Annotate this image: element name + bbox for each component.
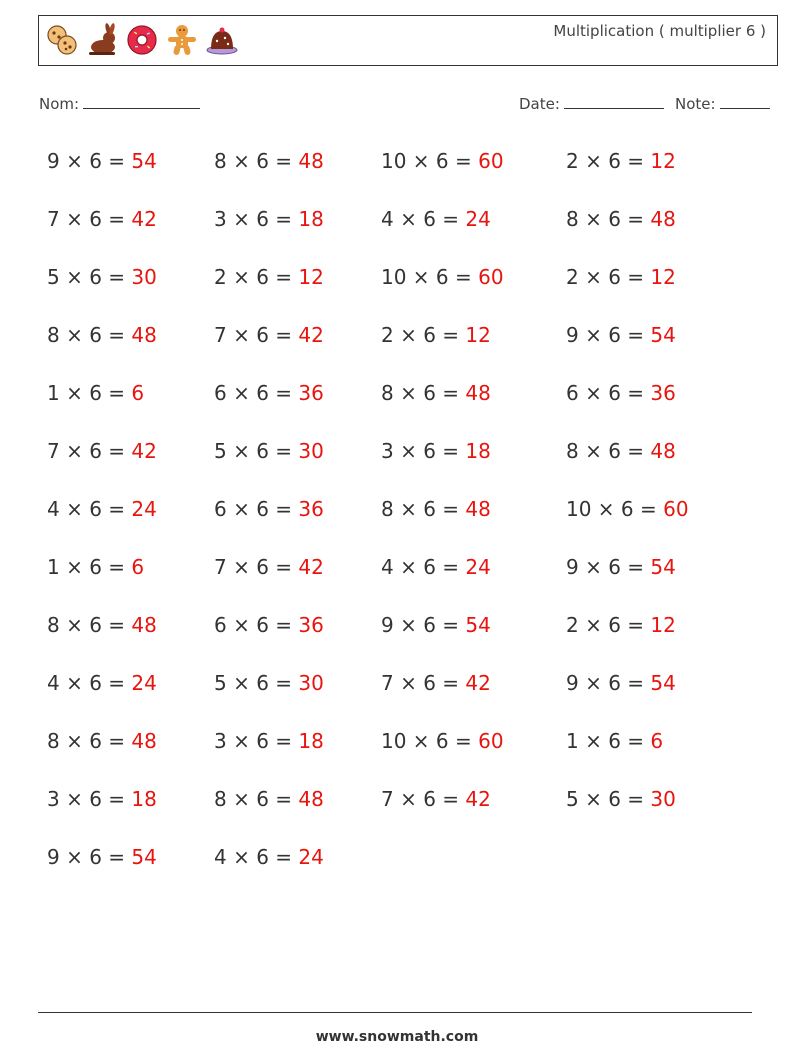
problem-question: 2 × 6 = bbox=[566, 613, 651, 637]
cookies-icon bbox=[45, 23, 79, 57]
problem-answer: 54 bbox=[131, 149, 157, 173]
problem-question: 4 × 6 = bbox=[214, 845, 299, 869]
donut-icon bbox=[125, 23, 159, 57]
worksheet-header bbox=[38, 15, 778, 66]
problem-item bbox=[566, 141, 746, 199]
problem-answer: 36 bbox=[650, 381, 676, 405]
problem-question: 3 × 6 = bbox=[381, 439, 466, 463]
problem-question: 3 × 6 = bbox=[214, 207, 299, 231]
problem-item bbox=[381, 605, 566, 663]
problem-question: 6 × 6 = bbox=[214, 381, 299, 405]
problem-answer: 6 bbox=[131, 555, 145, 579]
problem-question: 10 × 6 = bbox=[566, 497, 664, 521]
problem-question: 1 × 6 = bbox=[47, 555, 132, 579]
gingerbread-man-icon bbox=[165, 23, 199, 57]
problem-question: 9 × 6 = bbox=[566, 671, 651, 695]
problem-item bbox=[214, 141, 381, 199]
problem-question: 9 × 6 = bbox=[47, 149, 132, 173]
problem-answer: 12 bbox=[650, 613, 676, 637]
problem-question: 2 × 6 = bbox=[566, 265, 651, 289]
problem-question: 9 × 6 = bbox=[566, 555, 651, 579]
problem-item bbox=[381, 779, 566, 837]
problem-answer: 48 bbox=[650, 439, 676, 463]
problem-answer: 12 bbox=[650, 149, 676, 173]
problem-question: 4 × 6 = bbox=[47, 497, 132, 521]
problem-answer: 54 bbox=[465, 613, 491, 637]
problem-item bbox=[381, 373, 566, 431]
problem-question: 7 × 6 = bbox=[214, 555, 299, 579]
problem-question: 2 × 6 = bbox=[566, 149, 651, 173]
note-blank[interactable] bbox=[720, 94, 770, 109]
problem-item bbox=[381, 489, 566, 547]
problem-item bbox=[566, 489, 746, 547]
problem-item bbox=[381, 547, 566, 605]
footer-url: www.snowmath.com bbox=[315, 1029, 479, 1045]
problem-item bbox=[214, 315, 381, 373]
problem-question: 8 × 6 = bbox=[47, 729, 132, 753]
problem-item bbox=[566, 721, 746, 779]
problem-answer: 42 bbox=[131, 439, 157, 463]
problem-item bbox=[566, 431, 746, 489]
problem-question: 10 × 6 = bbox=[381, 265, 479, 289]
date-field[interactable] bbox=[519, 94, 664, 113]
problem-item bbox=[47, 489, 214, 547]
problem-question: 5 × 6 = bbox=[214, 439, 299, 463]
problem-question: 2 × 6 = bbox=[214, 265, 299, 289]
problem-item bbox=[47, 257, 214, 315]
problem-question: 6 × 6 = bbox=[214, 613, 299, 637]
problem-answer: 60 bbox=[663, 497, 689, 521]
problem-question: 1 × 6 = bbox=[566, 729, 651, 753]
problem-question: 7 × 6 = bbox=[381, 787, 466, 811]
problem-item bbox=[214, 779, 381, 837]
problem-answer: 42 bbox=[298, 555, 324, 579]
chocolate-bunny-icon bbox=[85, 23, 119, 57]
problem-item bbox=[47, 141, 214, 199]
problem-item bbox=[566, 315, 746, 373]
problem-answer: 18 bbox=[298, 207, 324, 231]
date-label: Date: bbox=[519, 95, 560, 113]
problem-answer: 54 bbox=[131, 845, 157, 869]
problem-answer: 30 bbox=[298, 671, 324, 695]
problem-question: 2 × 6 = bbox=[381, 323, 466, 347]
problem-item bbox=[214, 721, 381, 779]
problem-item bbox=[381, 257, 566, 315]
problem-answer: 48 bbox=[650, 207, 676, 231]
problem-answer: 18 bbox=[465, 439, 491, 463]
problem-item bbox=[47, 605, 214, 663]
problem-item bbox=[214, 373, 381, 431]
problem-answer: 36 bbox=[298, 613, 324, 637]
problem-answer: 24 bbox=[465, 207, 491, 231]
problem-answer: 36 bbox=[298, 381, 324, 405]
problem-question: 8 × 6 = bbox=[214, 149, 299, 173]
problem-item bbox=[214, 257, 381, 315]
problem-item bbox=[214, 663, 381, 721]
problem-answer: 30 bbox=[650, 787, 676, 811]
problem-item bbox=[214, 431, 381, 489]
problem-question: 6 × 6 = bbox=[566, 381, 651, 405]
problem-answer: 54 bbox=[650, 555, 676, 579]
problem-item bbox=[381, 431, 566, 489]
problem-answer: 48 bbox=[131, 729, 157, 753]
problem-question: 8 × 6 = bbox=[381, 381, 466, 405]
problem-question: 5 × 6 = bbox=[214, 671, 299, 695]
problem-item bbox=[566, 663, 746, 721]
name-field[interactable] bbox=[39, 94, 200, 113]
problem-question: 4 × 6 = bbox=[47, 671, 132, 695]
problem-item bbox=[566, 199, 746, 257]
problem-item bbox=[381, 199, 566, 257]
problem-item bbox=[47, 199, 214, 257]
problem-answer: 24 bbox=[131, 497, 157, 521]
problem-answer: 48 bbox=[131, 613, 157, 637]
worksheet-title: Multiplication ( multiplier 6 ) bbox=[553, 22, 766, 40]
problem-answer: 42 bbox=[131, 207, 157, 231]
problem-answer: 6 bbox=[131, 381, 145, 405]
problem-item bbox=[47, 315, 214, 373]
problem-question: 8 × 6 = bbox=[47, 323, 132, 347]
problem-item bbox=[566, 257, 746, 315]
problem-question: 7 × 6 = bbox=[214, 323, 299, 347]
problem-question: 6 × 6 = bbox=[214, 497, 299, 521]
pudding-icon bbox=[205, 23, 239, 57]
problem-question: 4 × 6 = bbox=[381, 207, 466, 231]
problem-answer: 48 bbox=[131, 323, 157, 347]
problem-answer: 54 bbox=[650, 323, 676, 347]
problem-answer: 60 bbox=[478, 149, 504, 173]
problem-item bbox=[381, 721, 566, 779]
problem-item bbox=[566, 547, 746, 605]
date-blank[interactable] bbox=[564, 94, 664, 109]
problem-answer: 30 bbox=[131, 265, 157, 289]
problem-answer: 42 bbox=[465, 671, 491, 695]
problem-answer: 36 bbox=[298, 497, 324, 521]
problem-grid bbox=[47, 141, 746, 895]
problem-question: 3 × 6 = bbox=[214, 729, 299, 753]
problem-item bbox=[47, 837, 214, 895]
name-blank[interactable] bbox=[83, 94, 200, 109]
problem-answer: 60 bbox=[478, 729, 504, 753]
problem-item bbox=[47, 779, 214, 837]
problem-question: 5 × 6 = bbox=[566, 787, 651, 811]
problem-question: 3 × 6 = bbox=[47, 787, 132, 811]
note-field[interactable] bbox=[675, 94, 770, 113]
problem-question: 9 × 6 = bbox=[381, 613, 466, 637]
problem-answer: 18 bbox=[298, 729, 324, 753]
problem-question: 5 × 6 = bbox=[47, 265, 132, 289]
problem-item bbox=[566, 605, 746, 663]
problem-item bbox=[381, 315, 566, 373]
footer-divider bbox=[38, 1012, 752, 1013]
problem-answer: 24 bbox=[298, 845, 324, 869]
problem-answer: 48 bbox=[465, 497, 491, 521]
problem-item bbox=[214, 837, 381, 895]
problem-question: 8 × 6 = bbox=[566, 439, 651, 463]
problem-answer: 24 bbox=[465, 555, 491, 579]
problem-item bbox=[47, 663, 214, 721]
problem-answer: 18 bbox=[131, 787, 157, 811]
name-label: Nom: bbox=[39, 95, 80, 113]
problem-item bbox=[47, 547, 214, 605]
problem-answer: 30 bbox=[298, 439, 324, 463]
problem-question: 7 × 6 = bbox=[47, 207, 132, 231]
problem-answer: 48 bbox=[298, 149, 324, 173]
problem-item bbox=[566, 373, 746, 431]
problem-question: 1 × 6 = bbox=[47, 381, 132, 405]
problem-item bbox=[566, 779, 746, 837]
problem-question: 7 × 6 = bbox=[381, 671, 466, 695]
note-label: Note: bbox=[675, 95, 716, 113]
problem-question: 7 × 6 = bbox=[47, 439, 132, 463]
problem-answer: 42 bbox=[465, 787, 491, 811]
problem-item bbox=[214, 547, 381, 605]
problem-question: 8 × 6 = bbox=[47, 613, 132, 637]
problem-answer: 42 bbox=[298, 323, 324, 347]
problem-item bbox=[214, 489, 381, 547]
problem-answer: 60 bbox=[478, 265, 504, 289]
icon-strip bbox=[45, 23, 239, 57]
problem-item bbox=[47, 373, 214, 431]
problem-answer: 12 bbox=[465, 323, 491, 347]
problem-item bbox=[214, 605, 381, 663]
problem-question: 10 × 6 = bbox=[381, 729, 479, 753]
problem-item bbox=[214, 199, 381, 257]
problem-item bbox=[381, 141, 566, 199]
problem-question: 8 × 6 = bbox=[566, 207, 651, 231]
problem-question: 4 × 6 = bbox=[381, 555, 466, 579]
problem-question: 8 × 6 = bbox=[214, 787, 299, 811]
problem-answer: 12 bbox=[650, 265, 676, 289]
problem-answer: 48 bbox=[465, 381, 491, 405]
problem-item bbox=[47, 431, 214, 489]
problem-item bbox=[381, 663, 566, 721]
problem-answer: 24 bbox=[131, 671, 157, 695]
problem-question: 9 × 6 = bbox=[566, 323, 651, 347]
problem-item bbox=[47, 721, 214, 779]
problem-answer: 12 bbox=[298, 265, 324, 289]
problem-answer: 54 bbox=[650, 671, 676, 695]
problem-question: 9 × 6 = bbox=[47, 845, 132, 869]
problem-question: 8 × 6 = bbox=[381, 497, 466, 521]
problem-answer: 48 bbox=[298, 787, 324, 811]
problem-answer: 6 bbox=[650, 729, 664, 753]
problem-question: 10 × 6 = bbox=[381, 149, 479, 173]
